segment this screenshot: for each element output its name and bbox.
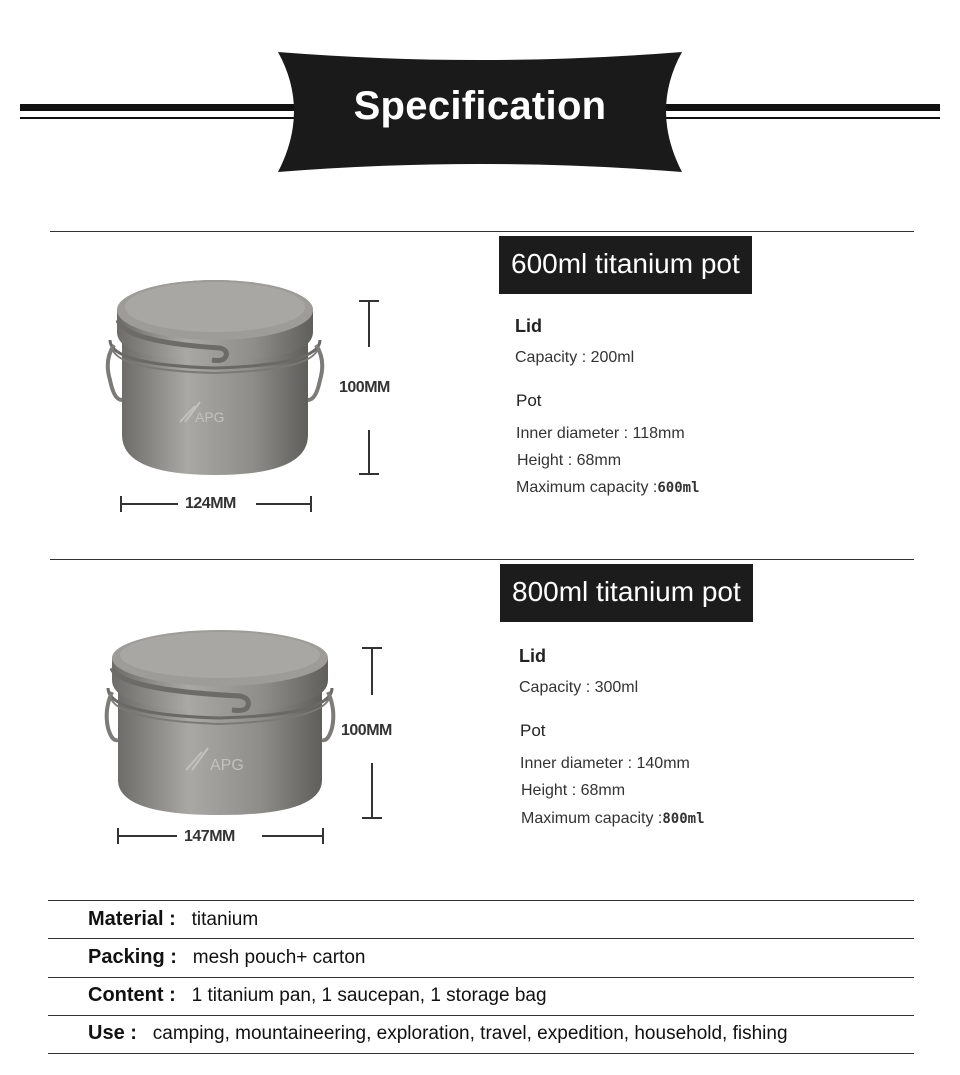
width-dim-line-right <box>256 503 312 505</box>
width-dim-line-right <box>262 835 323 837</box>
height-dim-cap-bottom <box>359 473 379 475</box>
brand-logo-600ml: APG <box>195 409 225 425</box>
inner-diameter-800ml: Inner diameter : 140mm <box>520 755 690 772</box>
height-dim-line-bottom <box>368 430 370 474</box>
details-rule-1 <box>48 938 914 939</box>
height-dim-cap-bottom <box>362 817 382 819</box>
section-divider-middle <box>50 559 914 560</box>
height-dim-cap-top <box>359 300 379 302</box>
lid-capacity-600ml: Capacity : 200ml <box>515 349 635 366</box>
header-line-right-thin <box>650 117 940 119</box>
details-label: Use : <box>88 1022 137 1044</box>
header-line-left-thick <box>20 104 310 111</box>
max-capacity-label: Maximum capacity : <box>516 479 658 496</box>
details-row-packing <box>88 946 365 969</box>
details-value: titanium <box>191 909 259 930</box>
details-rule-3 <box>48 1015 914 1016</box>
details-rule-2 <box>48 977 914 978</box>
width-dim-label-600ml: 124MM <box>185 495 236 512</box>
page-title: Specification <box>353 84 607 128</box>
details-row-material <box>88 908 258 931</box>
max-capacity-800ml <box>521 810 705 828</box>
width-dim-label-800ml: 147MM <box>184 828 235 845</box>
header-line-right-thick <box>650 104 940 111</box>
height-dim-cap-top <box>362 647 382 649</box>
width-dim-line-left <box>117 835 177 837</box>
width-dim-line-left <box>120 503 178 505</box>
height-dim-label-600ml: 100MM <box>339 379 390 396</box>
pot-image-600ml <box>100 270 330 480</box>
height-800ml: Height : 68mm <box>521 782 626 799</box>
max-capacity-value: 800ml <box>662 811 705 827</box>
header-line-left-thin <box>20 117 310 119</box>
details-row-content <box>88 984 547 1007</box>
details-row-use <box>88 1022 788 1045</box>
details-value: 1 titanium pan, 1 saucepan, 1 storage bag <box>191 985 547 1006</box>
width-dim-cap-right <box>310 496 312 512</box>
pot-label-600ml: Pot <box>516 391 542 410</box>
details-rule-4 <box>48 1053 914 1054</box>
height-dim-line-top <box>368 301 370 347</box>
lid-capacity-800ml: Capacity : 300ml <box>519 679 639 696</box>
inner-diameter-600ml: Inner diameter : 118mm <box>516 425 685 442</box>
pot-image-800ml <box>100 620 340 820</box>
details-label: Packing : <box>88 946 177 968</box>
section-divider-top <box>50 231 914 232</box>
brand-logo-800ml: APG <box>210 757 244 774</box>
product-heading-600ml: 600ml titanium pot <box>499 236 752 294</box>
max-capacity-value: 600ml <box>657 480 700 496</box>
height-dim-label-800ml: 100MM <box>341 722 392 739</box>
height-600ml: Height : 68mm <box>517 452 622 469</box>
details-rule-0 <box>48 900 914 901</box>
height-dim-line-top <box>371 648 373 695</box>
height-dim-line-bottom <box>371 763 373 818</box>
max-capacity-label: Maximum capacity : <box>521 810 663 827</box>
pot-label-800ml: Pot <box>520 721 546 740</box>
details-label: Material : <box>88 908 176 930</box>
product-heading-800ml: 800ml titanium pot <box>500 564 753 622</box>
lid-label-800ml: Lid <box>519 646 546 666</box>
details-value: camping, mountaineering, exploration, travel, expedition, household, fishing <box>152 1023 788 1044</box>
max-capacity-600ml <box>516 479 700 497</box>
details-value: mesh pouch+ carton <box>192 947 366 968</box>
lid-label-600ml: Lid <box>515 316 542 336</box>
width-dim-cap-right <box>322 828 324 844</box>
details-label: Content : <box>88 984 176 1006</box>
